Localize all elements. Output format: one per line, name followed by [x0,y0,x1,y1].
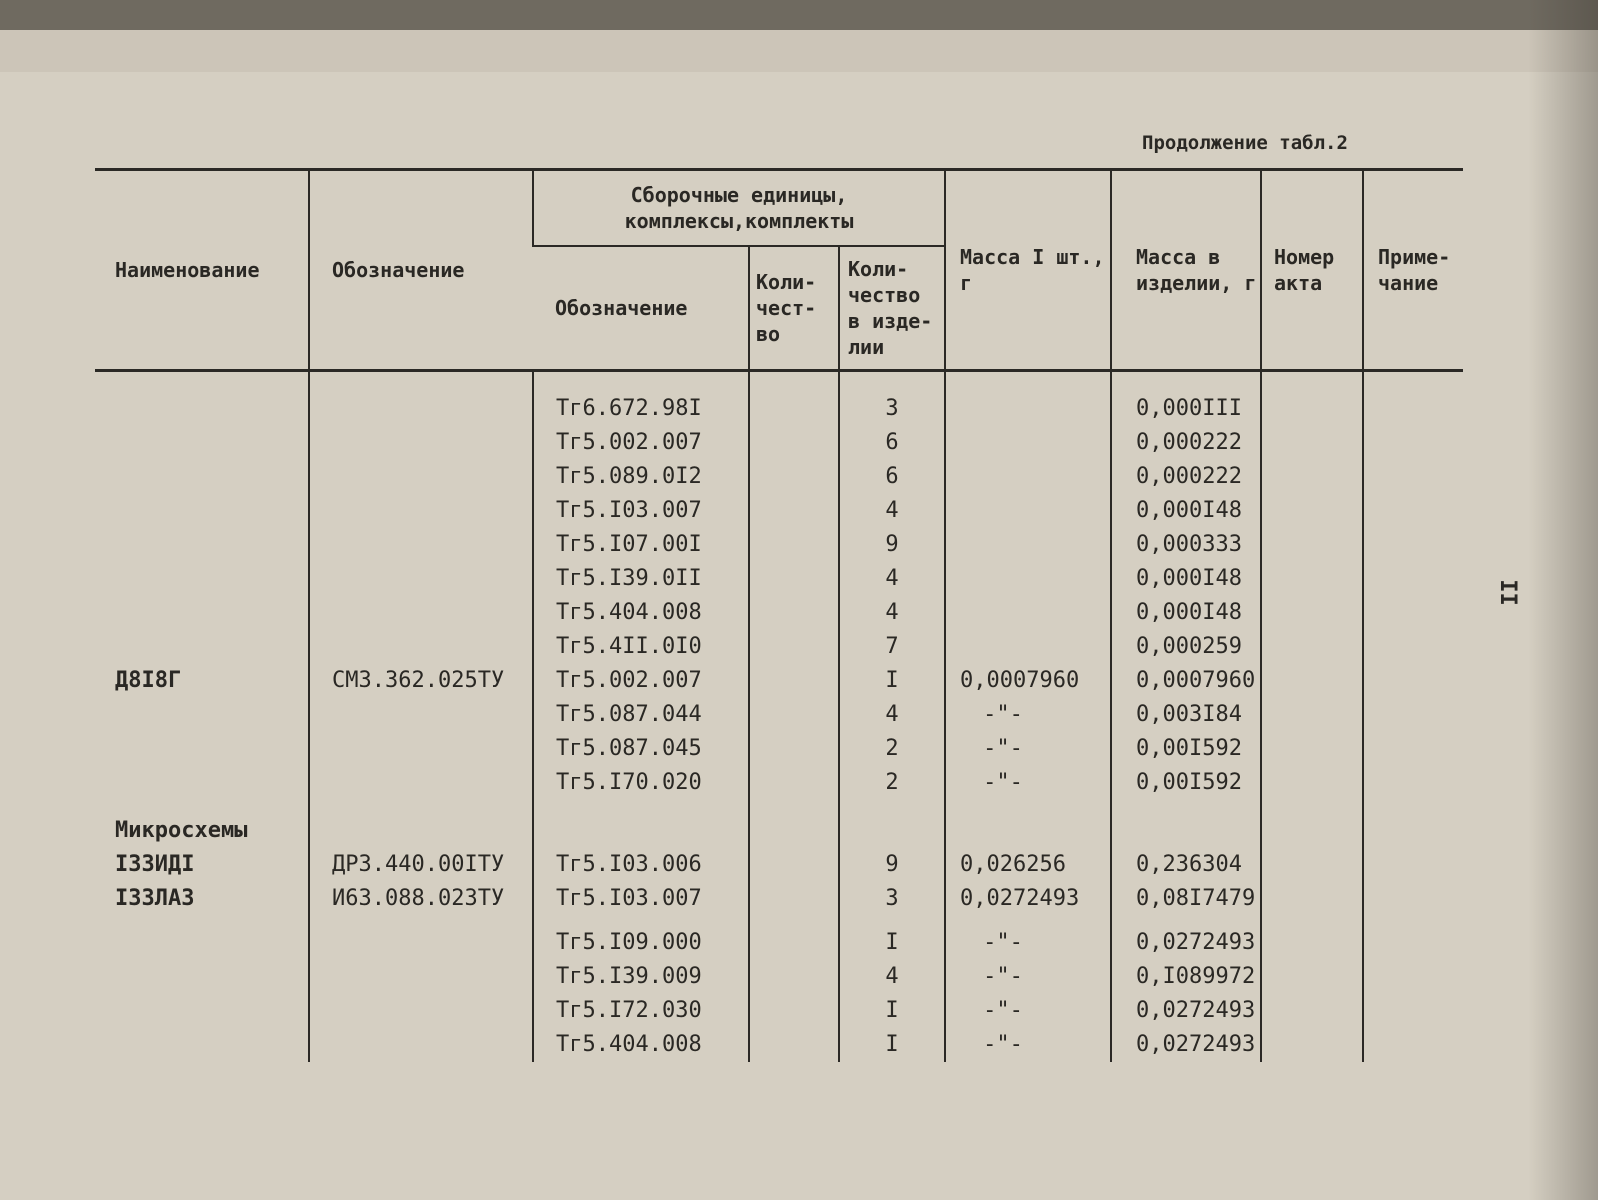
header-act-number: Номер акта [1261,170,1363,371]
table-row: I33ИДI ДР3.440.00IТУ Тг5.I03.006 9 0,026256 0,236304 [95,848,1463,882]
table-row: Тг5.I09.000 I -"- 0,0272493 [95,926,1463,960]
table-row: Тг6.672.98I 3 0,000III [95,392,1463,426]
table-row: Тг5.404.008 4 0,000I48 [95,596,1463,630]
page-number: II [1494,579,1520,606]
header-assembly-group: Сборочные единицы, комплексы,комплекты [533,170,945,247]
parts-mass-table [95,168,1463,1062]
table-row: Микросхемы [95,800,1463,848]
table-row: Тг5.I07.00I 9 0,000333 [95,528,1463,562]
header-designation: Обозначение [309,170,533,371]
header-mass-one: Масса I шт., г [945,170,1111,371]
paper-sheet [0,30,1598,1200]
table-row: Тг5.I03.007 4 0,000I48 [95,494,1463,528]
header-quantity-in-product: Коли-чество в изде-лии [839,246,945,370]
table-continuation-note: Продолжение табл.2 [1142,132,1348,154]
table-row: Тг5.4II.0I0 7 0,000259 [95,630,1463,664]
table-body [95,370,1463,1062]
header-sub-designation: Обозначение [533,246,749,370]
table-row: Тг5.087.044 4 -"- 0,003I84 [95,698,1463,732]
table-row: Тг5.087.045 2 -"- 0,00I592 [95,732,1463,766]
header-name: Наименование [95,170,309,371]
header-note: Приме-чание [1363,170,1463,371]
header-mass-total: Масса в изделии, г [1111,170,1261,371]
table-row: Тг5.I39.0II 4 0,000I48 [95,562,1463,596]
table-row: Д8I8Г СМ3.362.025ТУ Тг5.002.007 I 0,0007960 0,0007960 [95,664,1463,698]
table-row: Тг5.I39.009 4 -"- 0,I089972 [95,960,1463,994]
table-row: Тг5.I70.020 2 -"- 0,00I592 [95,766,1463,800]
table-row: Тг5.089.0I2 6 0,000222 [95,460,1463,494]
table-row: Тг5.404.008 I -"- 0,0272493 [95,1028,1463,1062]
paper-top-edge [0,30,1598,72]
table-row: I33ЛА3 И63.088.023ТУ Тг5.I03.007 3 0,0272493 0,08I7479 [95,882,1463,926]
table-row: Тг5.002.007 6 0,000222 [95,426,1463,460]
table-row: Тг5.I72.030 I -"- 0,0272493 [95,994,1463,1028]
page-shadow [1528,0,1598,1200]
header-quantity: Коли-чест-во [749,246,839,370]
